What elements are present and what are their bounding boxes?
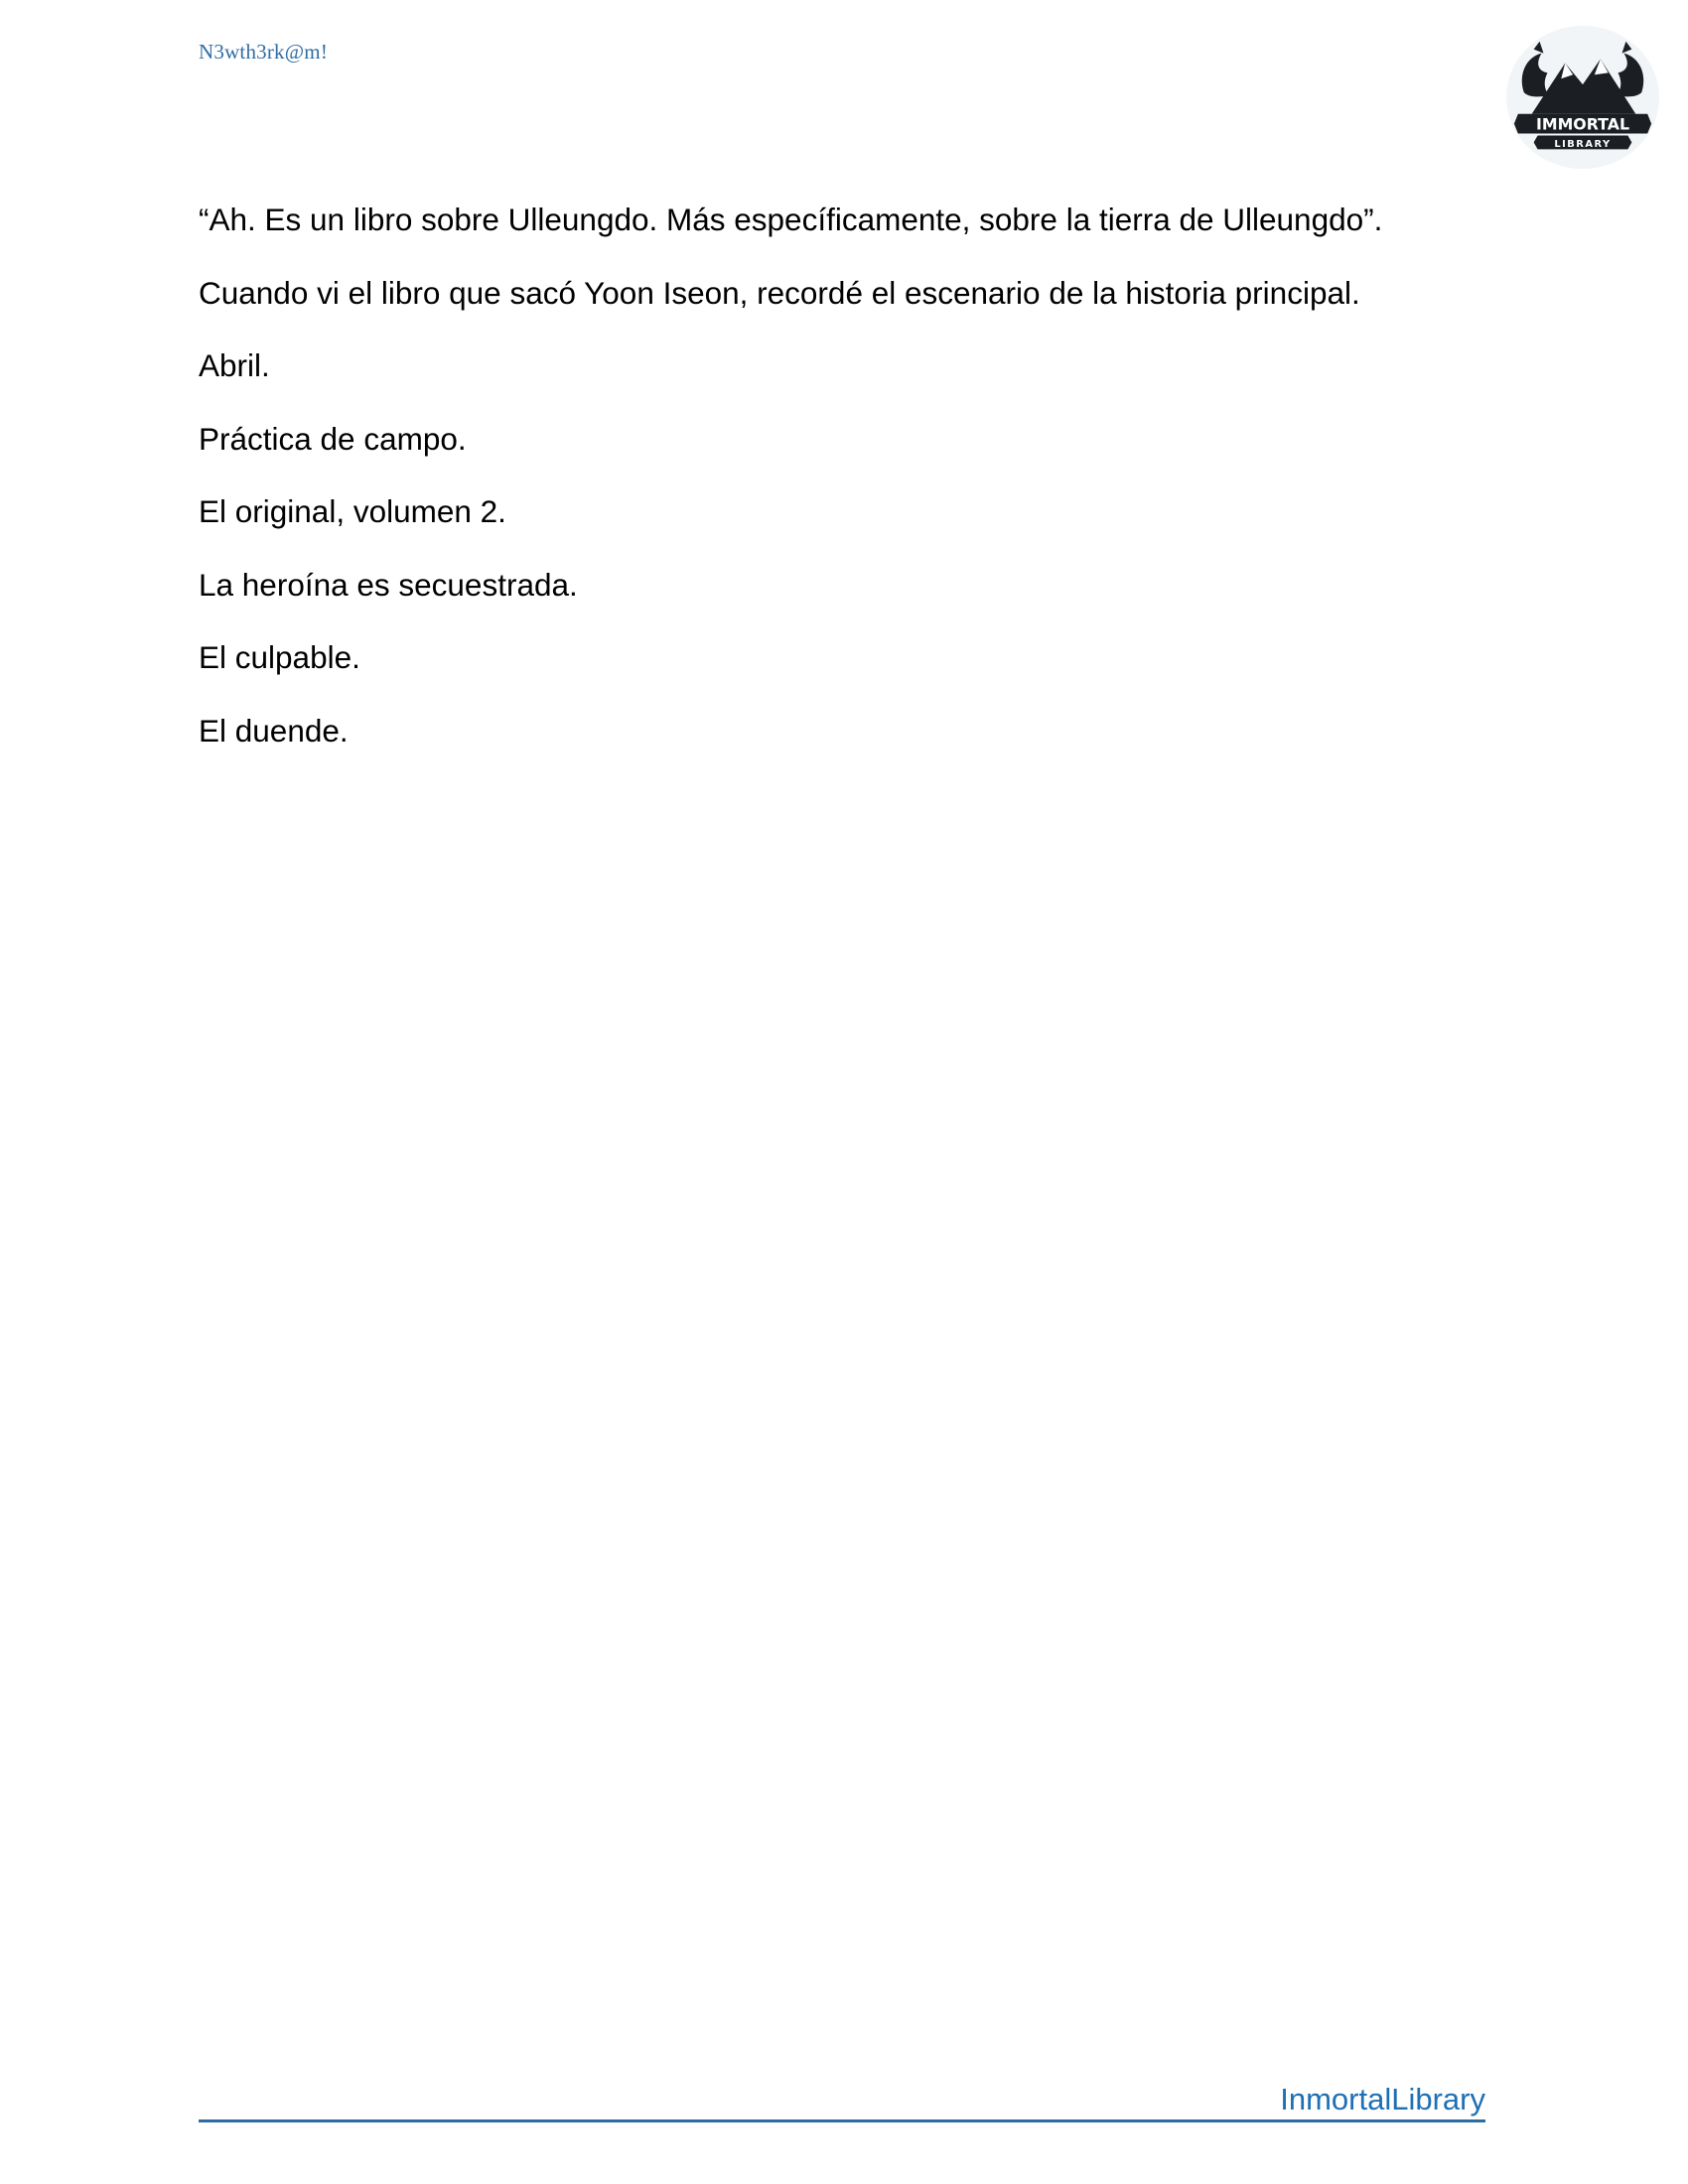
- paragraph-1: “Ah. Es un libro sobre Ulleungdo. Más específicamente, sobre la tierra de Ulleungdo”.: [199, 202, 1383, 237]
- inmortal-library-link[interactable]: InmortalLibrary: [1280, 2082, 1485, 2116]
- paragraph-2: Cuando vi el libro que sacó Yoon Iseon, recordé el escenario de la historia principal.: [199, 274, 1360, 311]
- paragraph-3: Abril.: [199, 347, 270, 383]
- paragraph-6: La heroína es secuestrada.: [199, 566, 578, 603]
- paragraph-7: El culpable.: [199, 639, 360, 675]
- body-text: [199, 195, 1489, 778]
- paragraph-4: Práctica de campo.: [199, 420, 467, 457]
- page-footer: [199, 2080, 1485, 2122]
- logo-line2: LIBRARY: [1554, 138, 1612, 150]
- logo-line1: IMMORTAL: [1535, 114, 1630, 134]
- translator-credit: N3wth3rk@m!: [199, 40, 329, 64]
- paragraph-5: El original, volumen 2.: [199, 493, 506, 529]
- paragraph-8: El duende.: [199, 712, 349, 749]
- immortal-library-logo-icon: [1504, 22, 1661, 173]
